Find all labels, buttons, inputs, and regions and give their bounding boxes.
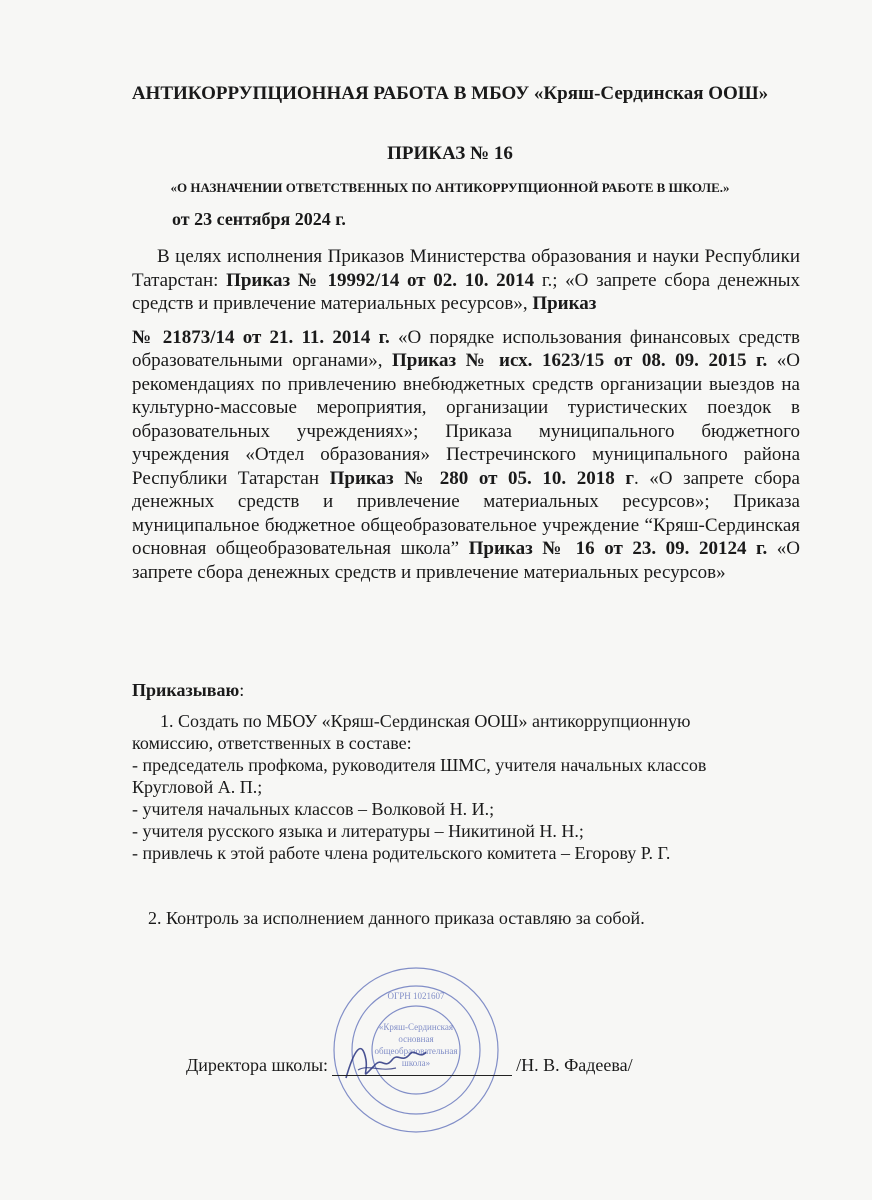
stamp-text-line: «Кряш-Сердинская [378, 1022, 454, 1032]
order-reference: Приказ № 16 от 23. 09. 20124 г. [468, 538, 768, 559]
commission-member: - привлечь к этой работе члена родительского комитета – Егорову Р. Г. [132, 843, 671, 863]
stamp-text-line: школа» [401, 1058, 431, 1068]
stamp-text-line: основная [398, 1034, 434, 1044]
commission-member: - учителя русского языка и литературы – Никитиной Н. Н.; [132, 821, 584, 841]
order-reference: Приказ № 280 от 05. 10. 2018 г [329, 467, 634, 489]
order-subtitle: «О НАЗНАЧЕНИИ ОТВЕТСТВЕННЫХ ПО АНТИКОРРУПЦИОННОЙ РАБОТЕ В ШКОЛЕ.» [170, 180, 730, 195]
preamble-paragraph-1 [132, 245, 800, 316]
order-reference: Приказ [532, 293, 597, 314]
directive-heading-word: Приказываю [132, 680, 240, 700]
order-number: ПРИКАЗ № 16 [387, 143, 513, 164]
directive-item-1-cont: комиссию, ответственных в составе: [132, 733, 412, 753]
order-reference: № 21873/14 от 21. 11. 2014 г. [132, 326, 390, 348]
directive-list [132, 710, 792, 864]
signature-blank [332, 1057, 512, 1076]
preamble-text: «О порядке использования финансовых средств образовательными органами», [132, 326, 801, 371]
directive-heading-colon: : [239, 680, 245, 700]
preamble-text: В целях исполнения Приказов Министерства образования и науки Республики Татарстан: [132, 246, 800, 291]
preamble-paragraph-2 [132, 326, 800, 585]
stamp-text-line: общеобразовательная [374, 1046, 458, 1056]
order-reference: Приказ № 19992/14 от 02. 10. 2014 [226, 269, 535, 291]
directive-item-1: 1. Создать по МБОУ «Кряш-Сердинская ООШ» антикоррупционную [160, 711, 691, 731]
preamble-text: «О рекомендациях по привлечению внебюджетных средств организации выездов на культурно-массовые мероприятия, организации туристических поездок в образовательных учреждениях»; Приказа муниципального бюджетного учреждения «Отдел образования» Пестречинского муниципального района Республики Татарстан [132, 350, 800, 489]
director-role: Директора школы: [186, 1055, 329, 1075]
preamble-text: . «О запрете сбора денежных средств и привлечение материальных ресурсов»; Приказа муниципальное бюджетное общеобразовательное учреждение “Кряш-Сердинская основная общеобразовательная школа” [132, 467, 800, 559]
signature-line [186, 1055, 633, 1076]
document-title: АНТИКОРРУПЦИОННАЯ РАБОТА В МБОУ «Кряш-Сердинская ООШ» [131, 83, 769, 104]
commission-member: - председатель профкома, руководителя ШМС, учителя начальных классов Кругловой А. П.; [132, 755, 707, 797]
order-reference: Приказ № исх. 1623/15 от 08. 09. 2015 г. [392, 350, 768, 371]
order-date: от 23 сентября 2024 г. [172, 209, 346, 229]
preamble-text: г.; «О запрете сбора денежных средств и привлечение материальных ресурсов», [132, 269, 801, 314]
preamble [132, 245, 800, 584]
director-name: /Н. В. Фадеева/ [516, 1055, 633, 1075]
stamp-ogrn: ОГРН 1021607 [387, 991, 445, 1001]
preamble-text: «О запрете сбора денежных средств и привлечение материальных ресурсов» [132, 538, 800, 583]
directive-heading [132, 680, 244, 701]
commission-member: - учителя начальных классов – Волковой Н. И.; [132, 799, 495, 819]
directive-item-2: 2. Контроль за исполнением данного приказа оставляю за собой. [148, 908, 645, 928]
